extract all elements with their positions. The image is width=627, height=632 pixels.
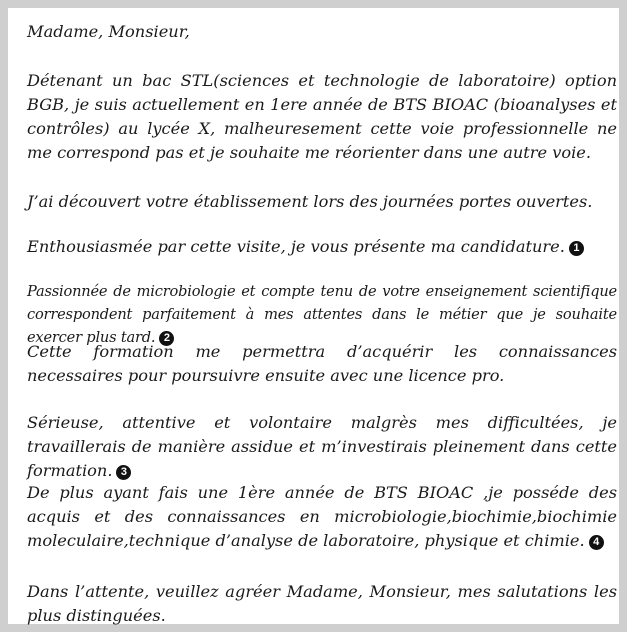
- annotation-marker-1: 1: [569, 241, 584, 256]
- annotation-marker-4: 4: [589, 535, 604, 550]
- intro-paragraph: [27, 69, 617, 165]
- greeting-text: Madame, Monsieur,: [27, 22, 190, 41]
- greeting: [27, 20, 617, 44]
- annotation-marker-2: 2: [159, 331, 174, 346]
- passion-paragraph: [27, 280, 617, 349]
- experience-paragraph: [27, 481, 617, 553]
- passion-text: Passionnée de microbiologie et compte tenu de votre enseignement scientifique correspondent parfaitement à mes attentes dans le métier que je souhaite exercer plus tard.: [27, 283, 617, 346]
- serious-paragraph: [27, 411, 617, 483]
- enthusiasm-text: Enthousiasmée par cette visite, je vous présente ma candidature.: [27, 237, 565, 256]
- closing-paragraph: [27, 580, 617, 628]
- closing-text: Dans l’attente, veuillez agréer Madame, Monsieur, mes salutations les plus distinguées.: [27, 582, 617, 625]
- formation-paragraph: [27, 340, 617, 388]
- formation-text: Cette formation me permettra d’acquérir les connaissances necessaires pour poursuivre ensuite avec une licence pro.: [27, 342, 617, 385]
- enthusiasm-paragraph: [27, 235, 617, 259]
- experience-text: De plus ayant fais une 1ère année de BTS BIOAC ,je posséde des acquis et des connaissances en microbiologie,biochimie,biochimie moleculaire,technique d’analyse de laboratoire, physique et chimie.: [27, 483, 617, 550]
- discovery-text: J’ai découvert votre établissement lors des journées portes ouvertes.: [27, 192, 593, 211]
- intro-text: Détenant un bac STL(sciences et technologie de laboratoire) option BGB, je suis actuellement en 1ere année de BTS BIOAC (bioanalyses et contrôles) au lycée X, malheuresement cette voie professionnelle ne me correspond pas et je souhaite me réorienter dans une autre voie.: [27, 71, 617, 162]
- discovery-paragraph: [27, 190, 617, 214]
- annotation-marker-3: 3: [116, 465, 131, 480]
- serious-text: Sérieuse, attentive et volontaire malgrès mes difficultées, je travaillerais de manière assidue et m’investirais pleinement dans cette formation.: [27, 413, 617, 480]
